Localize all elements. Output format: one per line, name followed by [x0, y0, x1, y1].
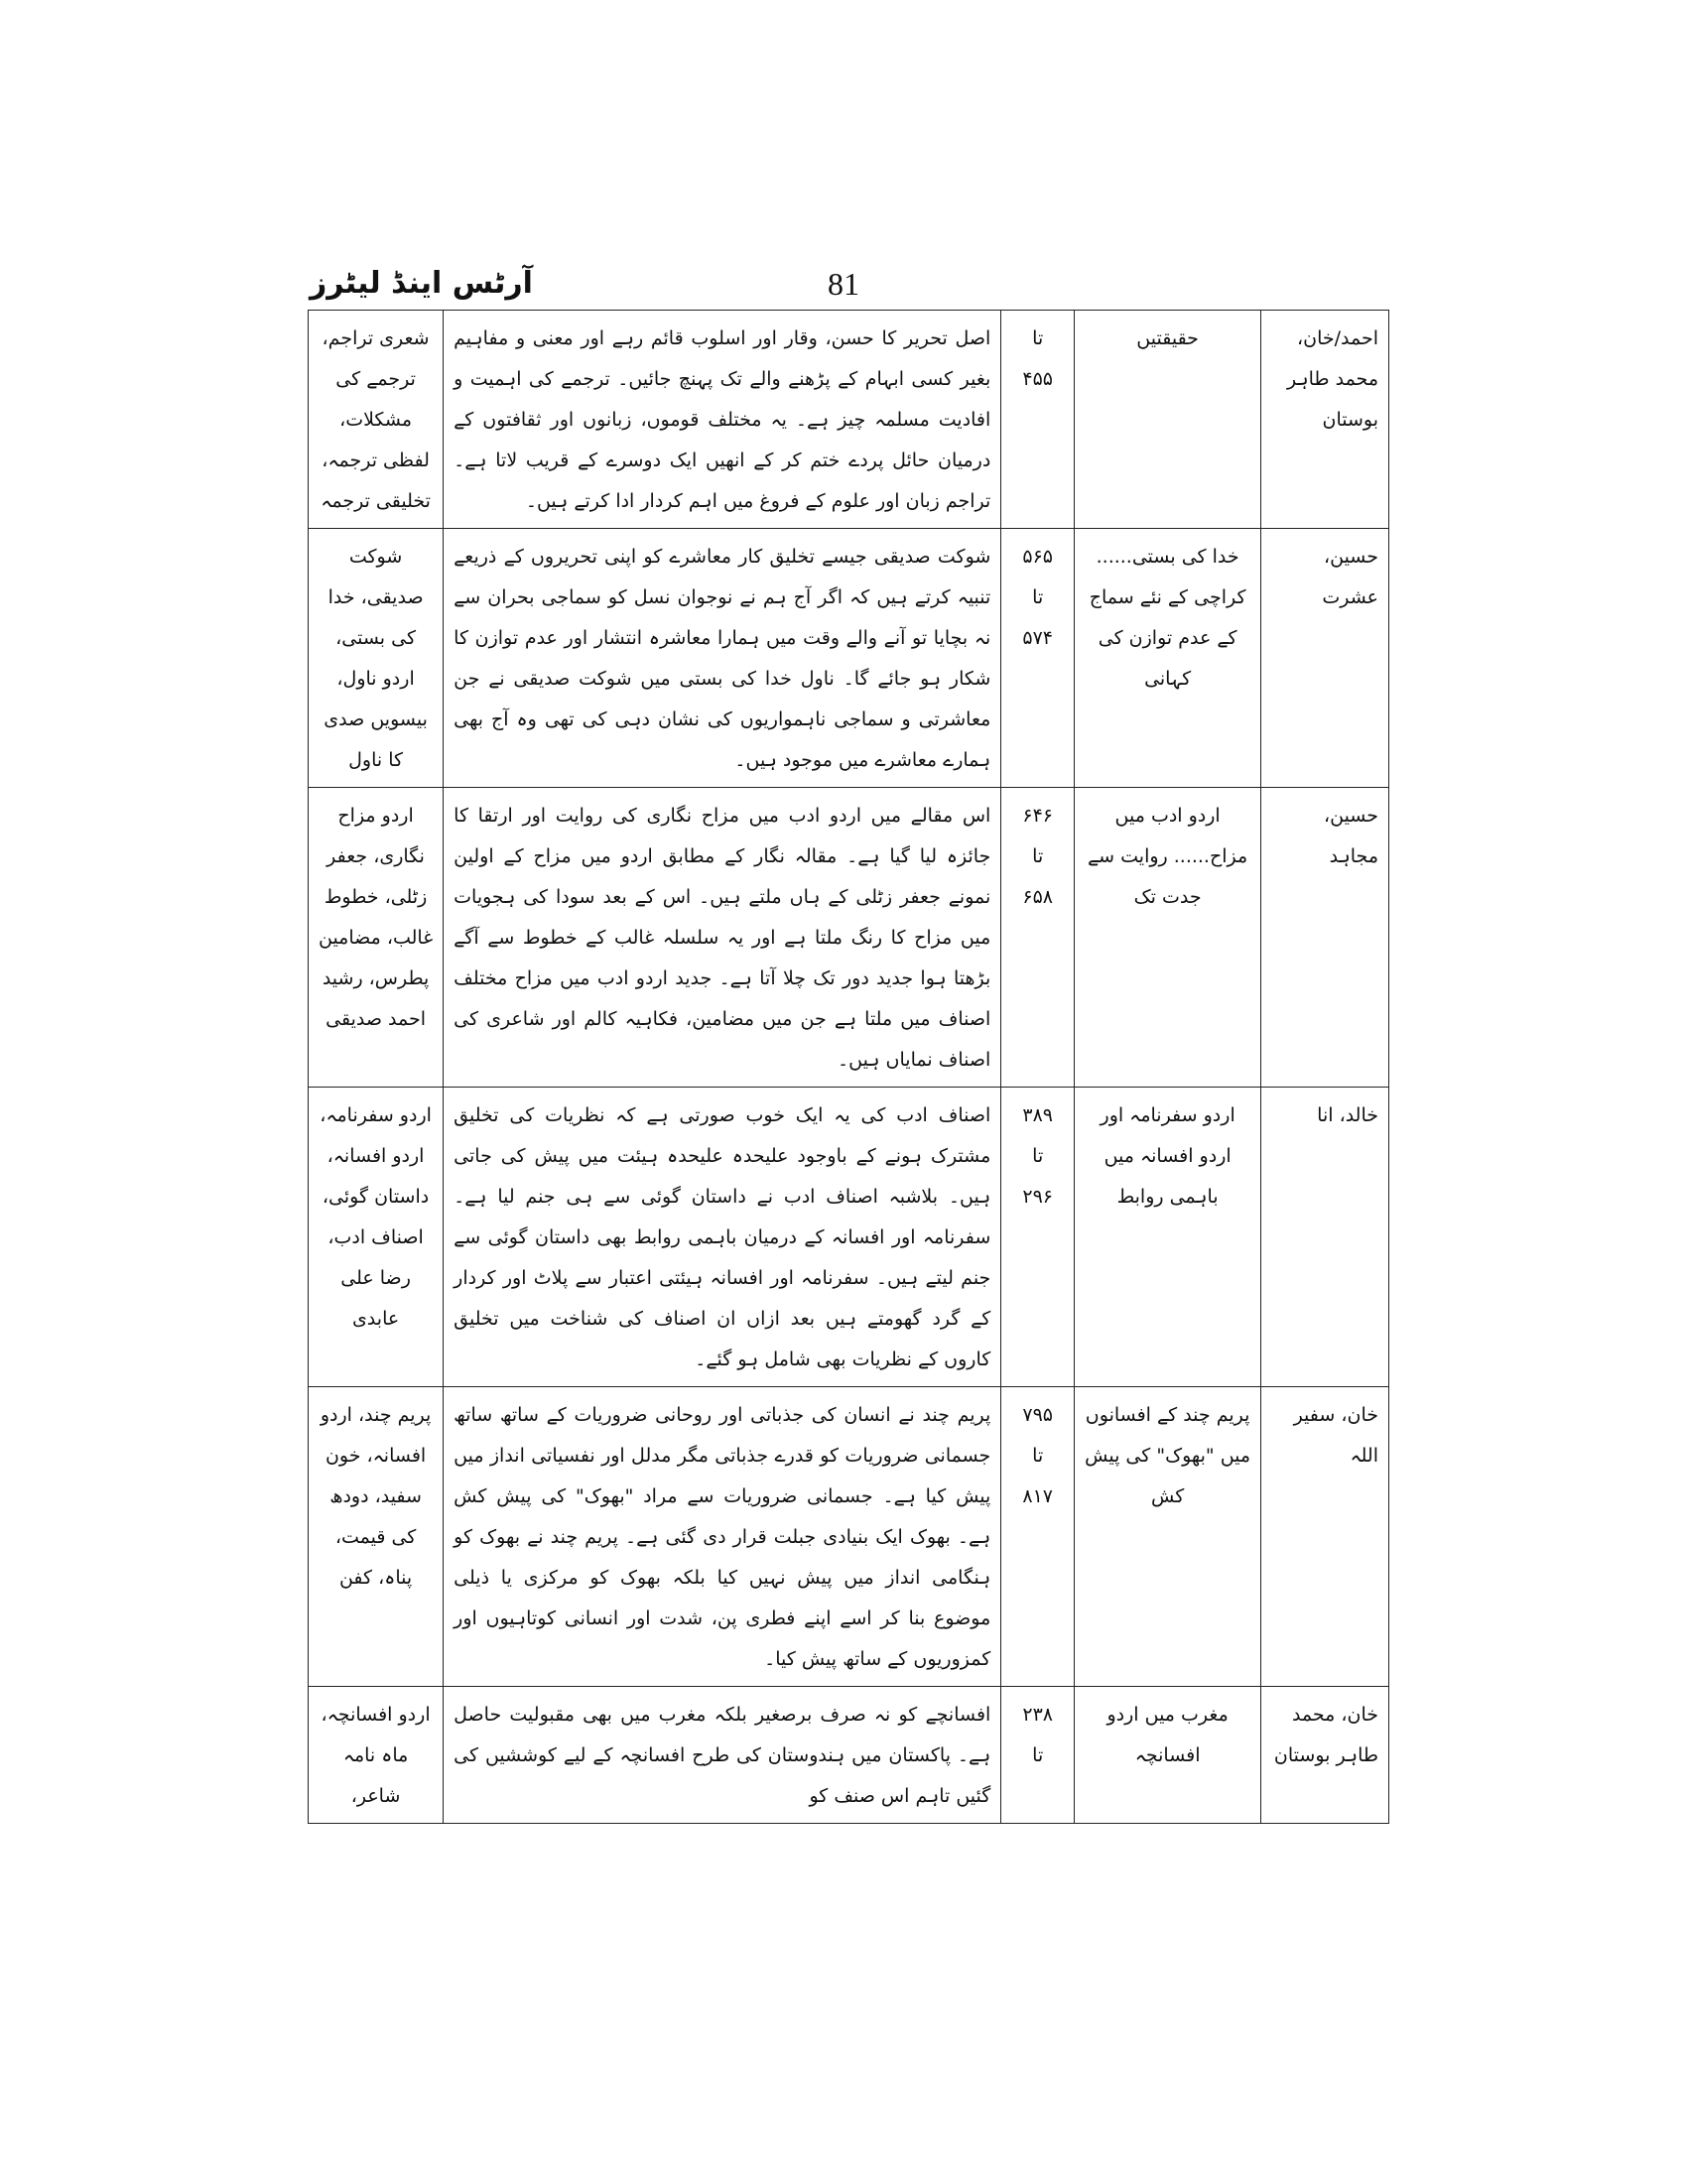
page-range-part: ۲۹۶ — [1022, 1186, 1053, 1208]
author-cell: حسین، مجاہد — [1261, 788, 1389, 1088]
pages-cell — [1001, 529, 1075, 788]
table-row — [309, 1387, 1389, 1687]
page-range-part: ۲۳۸ — [1022, 1704, 1053, 1726]
abstract-cell: اس مقالے میں اردو ادب میں مزاح نگاری کی روایت اور ارتقا کا جائزہ لیا گیا ہے۔ مقالہ نگار کے مطابق اردو میں مزاح کے اولین نمونے جعفر زٹلی کے ہاں ملتے ہیں۔ اس کے بعد سودا کی ہجویات میں مزاح کا رنگ ملتا ہے اور یہ سلسلہ غالب کے خطوط سے آگے بڑھتا ہوا جدید دور تک چلا آتا ہے۔ جدید اردو ادب میں مزاح مختلف اصناف میں ملتا ہے جن میں مضامین، فکاہیہ کالم اور شاعری کی اصناف نمایاں ہیں۔ — [444, 788, 1001, 1088]
abstract-cell: شوکت صدیقی جیسے تخلیق کار معاشرے کو اپنی تحریروں کے ذریعے تنبیہ کرتے ہیں کہ اگر آج ہم نے نوجوان نسل کو سماجی بحران سے نہ بچایا تو آنے والے وقت میں ہمارا معاشرہ انتشار اور عدم توازن کا شکار ہو جائے گا۔ ناول خدا کی بستی میں شوکت صدیقی نے جن معاشرتی و سماجی ناہمواریوں کی نشان دہی کی تھی وہ آج بھی ہمارے معاشرے میں موجود ہیں۔ — [444, 529, 1001, 788]
journal-title: آرٹس اینڈ لیٹرز — [310, 266, 533, 301]
title-cell: اردو ادب میں مزاح...... روایت سے جدت تک — [1075, 788, 1261, 1088]
page-range-part: تا — [1032, 1744, 1044, 1766]
pages-cell — [1001, 311, 1075, 529]
table-row — [309, 1687, 1389, 1824]
pages-cell — [1001, 788, 1075, 1088]
page-range-part: ۴۵۵ — [1022, 368, 1053, 390]
page-range-part: تا — [1032, 1145, 1044, 1167]
title-cell: مغرب میں اردو افسانچہ — [1075, 1687, 1261, 1824]
title-cell: پریم چند کے افسانوں میں "بھوک" کی پیش کش — [1075, 1387, 1261, 1687]
keywords-cell: پریم چند، اردو افسانہ، خون سفید، دودھ کی قیمت، پناہ، کفن — [309, 1387, 444, 1687]
abstract-cell: پریم چند نے انسان کی جذباتی اور روحانی ضروریات کے ساتھ ساتھ جسمانی ضروریات کو قدرے جذباتی مگر مدلل اور نفسیاتی انداز میں پیش کیا ہے۔ جسمانی ضروریات سے مراد "بھوک" کی پیش کش ہے۔ بھوک ایک بنیادی جبلت قرار دی گئی ہے۔ پریم چند نے بھوک کو ہنگامی انداز میں پیش نہیں کیا بلکہ بھوک کو مرکزی یا ذیلی موضوع بنا کر اسے اپنے فطری پن، شدت اور انسانی کوتاہیوں اور کمزوریوں کے ساتھ پیش کیا۔ — [444, 1387, 1001, 1687]
page-range-part: تا — [1032, 1445, 1044, 1467]
pages-cell — [1001, 1687, 1075, 1824]
page-range-part: ۶۴۶ — [1022, 805, 1053, 827]
author-cell: خالد، انا — [1261, 1088, 1389, 1387]
keywords-cell: شعری تراجم، ترجمے کی مشکلات، لفظی ترجمہ، تخلیقی ترجمہ — [309, 311, 444, 529]
page-range-part: تا — [1032, 845, 1044, 867]
table-row — [309, 1088, 1389, 1387]
author-cell: خان، محمد طاہر بوستان — [1261, 1687, 1389, 1824]
author-cell: خان، سفیر اللہ — [1261, 1387, 1389, 1687]
title-cell: اردو سفرنامہ اور اردو افسانہ میں باہمی روابط — [1075, 1088, 1261, 1387]
article-index-table — [308, 310, 1389, 1824]
pages-cell — [1001, 1088, 1075, 1387]
page-range-part: ۵۷۴ — [1022, 627, 1053, 649]
page-range-part: ۷۹۵ — [1022, 1404, 1053, 1426]
author-cell: احمد/خان، محمد طاہر بوستان — [1261, 311, 1389, 529]
page-range-part: ۶۵۸ — [1022, 886, 1053, 908]
keywords-cell: اردو افسانچہ، ماہ نامہ شاعر، — [309, 1687, 444, 1824]
pages-cell — [1001, 1387, 1075, 1687]
page-range-part: ۵۶۵ — [1022, 546, 1053, 568]
author-cell: حسین، عشرت — [1261, 529, 1389, 788]
page-range-part: تا — [1032, 586, 1044, 608]
page-number: 81 — [828, 266, 859, 302]
title-cell: خدا کی بستی...... کراچی کے نئے سماج کے عدم توازن کی کہانی — [1075, 529, 1261, 788]
keywords-cell: اردو مزاح نگاری، جعفر زٹلی، خطوط غالب، مضامین پطرس، رشید احمد صدیقی — [309, 788, 444, 1088]
abstract-cell: اصناف ادب کی یہ ایک خوب صورتی ہے کہ نظریات کی تخلیق مشترک ہونے کے باوجود علیحدہ علیحدہ ہیئت میں پیش کی جاتی ہیں۔ بلاشبہ اصناف ادب نے داستان گوئی سے ہی جنم لیا ہے۔ سفرنامہ اور افسانہ کے درمیان باہمی روابط بھی داستان گوئی سے جنم لیتے ہیں۔ سفرنامہ اور افسانہ ہیئتی اعتبار سے پلاٹ اور کردار کے گرد گھومتے ہیں بعد ازاں ان اصناف کی شناخت میں تخلیق کاروں کے نظریات بھی شامل ہو گئے۔ — [444, 1088, 1001, 1387]
title-cell: حقیقتیں — [1075, 311, 1261, 529]
keywords-cell: اردو سفرنامہ، اردو افسانہ، داستان گوئی، اصناف ادب، رضا علی عابدی — [309, 1088, 444, 1387]
page-range-part: ۳۸۹ — [1022, 1104, 1053, 1126]
table-row — [309, 788, 1389, 1088]
page-range-part: ۸۱۷ — [1022, 1485, 1053, 1507]
keywords-cell: شوکت صدیقی، خدا کی بستی، اردو ناول، بیسویں صدی کا ناول — [309, 529, 444, 788]
page-range-part: تا — [1032, 327, 1044, 349]
abstract-cell: افسانچے کو نہ صرف برصغیر بلکہ مغرب میں بھی مقبولیت حاصل ہے۔ پاکستان میں ہندوستان کی طرح افسانچہ کے لیے کوششیں کی گئیں تاہم اس صنف کو — [444, 1687, 1001, 1824]
table-row — [309, 311, 1389, 529]
abstract-cell: اصل تحریر کا حسن، وقار اور اسلوب قائم رہے اور معنی و مفاہیم بغیر کسی ابہام کے پڑھنے والے تک پہنچ جائیں۔ ترجمے کی اہمیت و افادیت مسلمہ چیز ہے۔ یہ مختلف قوموں، زبانوں اور ثقافتوں کے درمیان حائل پردے ختم کر کے انھیں ایک دوسرے کے قریب لاتا ہے۔ تراجم زبان اور علوم کے فروغ میں اہم کردار ادا کرتے ہیں۔ — [444, 311, 1001, 529]
table-row — [309, 529, 1389, 788]
